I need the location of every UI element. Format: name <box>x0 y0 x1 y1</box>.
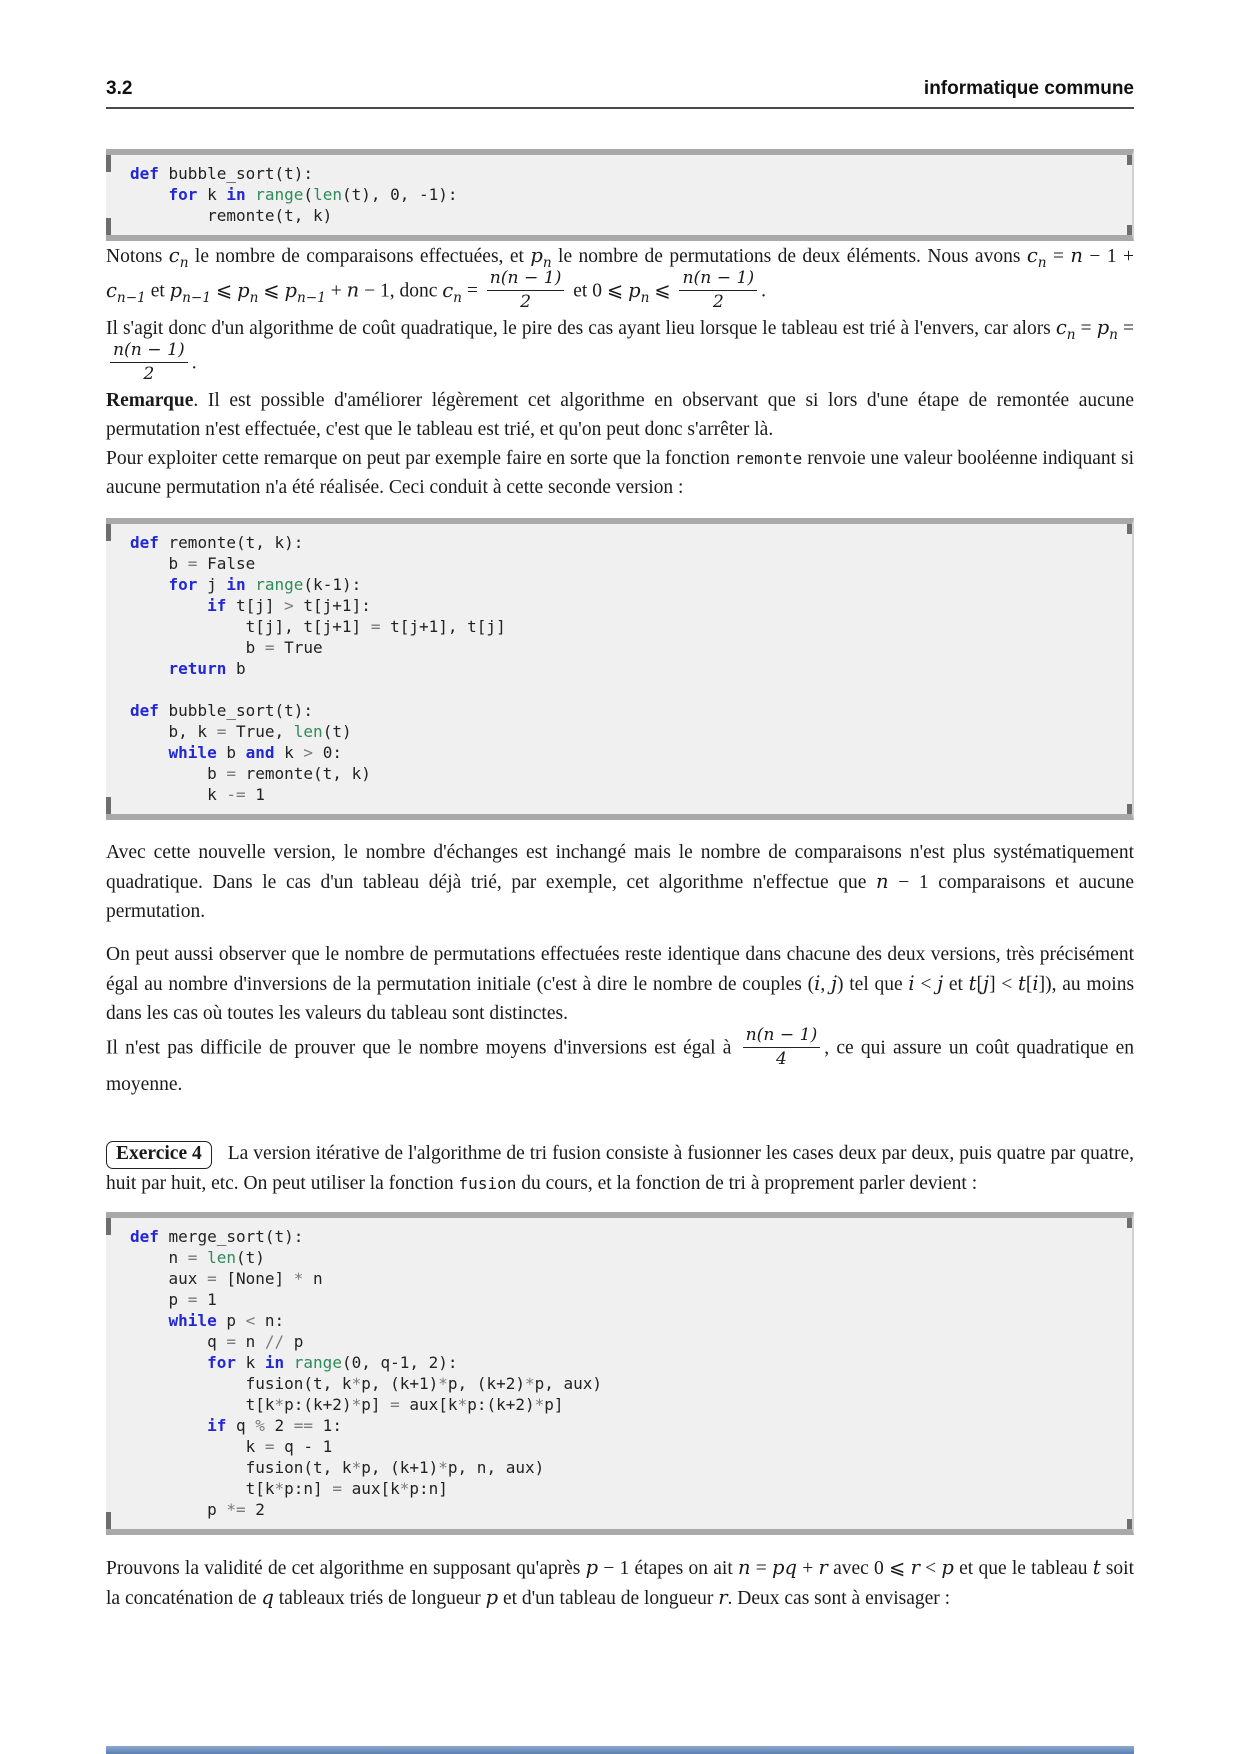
code-line: b = False <box>130 553 256 573</box>
code-block-remonte-bubble-sort-v2 <box>106 518 1134 820</box>
code-corner-tick <box>106 218 111 235</box>
paragraph-exercice-4: Exercice 4 La version itérative de l'algorithme de tri fusion consiste à fusionner les cases deux par deux, puis quatre par quatre, huit par huit, etc. On peut utiliser la fonction fusion du cours, et la fonction de tri à proprement parler devient : <box>106 1142 1134 1194</box>
code-line: t[k*p:n] = aux[k*p:n] <box>130 1478 448 1498</box>
code-line: b, k = True, len(t) <box>130 721 352 741</box>
code-corner-tick <box>106 1218 111 1235</box>
code-line: if q % 2 == 1: <box>207 1415 342 1435</box>
code-line: fusion(t, k*p, (k+1)*p, n, aux) <box>130 1457 545 1477</box>
math-fraction: $\frac{n(n - 1)}{2}$ <box>487 269 565 311</box>
code-line <box>130 679 1118 700</box>
code-line: return b <box>168 658 246 678</box>
code-line: for k in range(len(t), 0, -1): <box>168 185 458 204</box>
code-corner-tick <box>106 1512 111 1529</box>
code-line: aux = [None] * n <box>130 1268 323 1288</box>
code-line: n = len(t) <box>130 1247 265 1267</box>
paragraph-notons: Notons $c_n$ le nombre de comparaisons effectuées, et $p_n$ le nombre de permutations de deux éléments. Nous avons $c_n = n - 1 + c_{n-1}$ et $p_{n-1}$ ⩽ $p_n$ ⩽ $p_{n-1} + n - 1$, donc $c_n$ = $\frac{n(n - 1)}{2}$ et 0 ⩽ $p_n$ ⩽ $\frac{n(n - 1)}{2}$ . <box>106 244 1134 313</box>
paragraph-exploiter: Pour exploiter cette remarque on peut par exemple faire en sorte que la fonction remonte renvoie une valeur booléenne indiquant si aucune permutation n'a été réalisée. Ceci conduit à cette seconde version : <box>106 447 1135 498</box>
code-corner-tick <box>1127 225 1132 235</box>
code-line: def merge_sort(t): <box>130 1226 304 1246</box>
math-fraction: $\frac{n(n - 1)}{4}$ <box>743 1026 821 1068</box>
code-block-bubble-sort-v1 <box>106 149 1134 241</box>
code-line: for j in range(k-1): <box>168 574 362 594</box>
code-line: q = n // p <box>130 1331 304 1351</box>
paragraph-remarque: Remarque. Il est possible d'améliorer légèrement cet algorithme en observant que si lors d'une étape de remontée aucune permutation n'est effectuée, c'est que le tableau est trié, et qu'on peut donc s'arrêter là. <box>106 389 1134 440</box>
code-line: p = 1 <box>130 1289 217 1309</box>
next-code-block-top-bar <box>106 1746 1134 1754</box>
code-line: t[j], t[j+1] = t[j+1], t[j] <box>130 616 506 636</box>
code-line: def bubble_sort(t): <box>130 164 314 183</box>
code-corner-tick <box>106 797 111 814</box>
header-rule <box>106 107 1134 109</box>
code-line: k -= 1 <box>130 784 265 804</box>
code-line: b = True <box>130 637 323 657</box>
paragraph-inversions: Il n'est pas difficile de prouver que le nombre moyens d'inversions est égal à $\frac{n(n - 1)}{4}$ , ce qui assure un coût quadratique en moyenne. <box>106 1024 1134 1095</box>
code-block-merge-sort <box>106 1212 1134 1535</box>
code-corner-tick <box>106 524 111 541</box>
code-corner-tick <box>1127 804 1132 814</box>
page-header <box>106 78 1134 100</box>
math-fraction: $\frac{n(n - 1)}{2}$ <box>679 269 757 311</box>
code-line: for k in range(0, q-1, 2): <box>207 1352 458 1372</box>
code-line: b = remonte(t, k) <box>130 763 371 783</box>
code-corner-tick <box>1127 1218 1132 1228</box>
code-corner-tick <box>1127 155 1132 165</box>
paragraph-prouvons: Prouvons la validité de cet algorithme en supposant qu'après p − 1 étapes on ait n = pq + r avec 0 ⩽ r < p et que le tableau t soit la concaténation de q tableaux triés de longueur p et d'un tableau de longueur r. Deux cas sont à envisager : <box>106 1555 1134 1609</box>
code-corner-tick <box>106 155 111 172</box>
code-line: fusion(t, k*p, (k+1)*p, (k+2)*p, aux) <box>130 1373 603 1393</box>
code-line: while b and k > 0: <box>168 742 342 762</box>
math-fraction: $\frac{n(n - 1)}{2}$ <box>110 341 188 383</box>
page-content <box>106 0 1134 1613</box>
code-corner-tick <box>1127 1519 1132 1529</box>
code-line: t[k*p:(k+2)*p] = aux[k*p:(k+2)*p] <box>130 1394 564 1414</box>
code-line: if t[j] > t[j+1]: <box>207 595 371 615</box>
code-line: k = q - 1 <box>130 1436 333 1456</box>
code-line: remonte(t, k) <box>130 206 333 225</box>
section-number: 3.2 <box>106 78 133 99</box>
code-line: p *= 2 <box>130 1499 265 1519</box>
paragraph-quadratique: Il s'agit donc d'un algorithme de coût quadratique, le pire des cas ayant lieu lorsque le tableau est trié à l'envers, car alors $c_n = p_n$ = $\frac{n(n - 1)}{2}$ . <box>106 316 1135 385</box>
paragraph-observer: On peut aussi observer que le nombre de permutations effectuées reste identique dans chacune des deux versions, très précisément égal au nombre d'inversions de la permutation initiale (c'est à dire le nombre de couples (i, j) tel que i < j et t[j] < t[i]), au moins dans les cas où toutes les valeurs du tableau sont distinctes. <box>106 943 1135 1024</box>
running-title: informatique commune <box>923 78 1134 99</box>
paragraph-nouvelle-version: Avec cette nouvelle version, le nombre d'échanges est inchangé mais le nombre de comparaisons n'est plus systématiquement quadratique. Dans le cas d'un tableau déjà trié, par exemple, cet algorithme n'effectue que n − 1 comparaisons et aucune permutation. <box>106 841 1134 922</box>
code-corner-tick <box>1127 524 1132 534</box>
code-line: def bubble_sort(t): <box>130 700 314 720</box>
code-line: def remonte(t, k): <box>130 532 304 552</box>
code-line: while p < n: <box>168 1310 285 1330</box>
